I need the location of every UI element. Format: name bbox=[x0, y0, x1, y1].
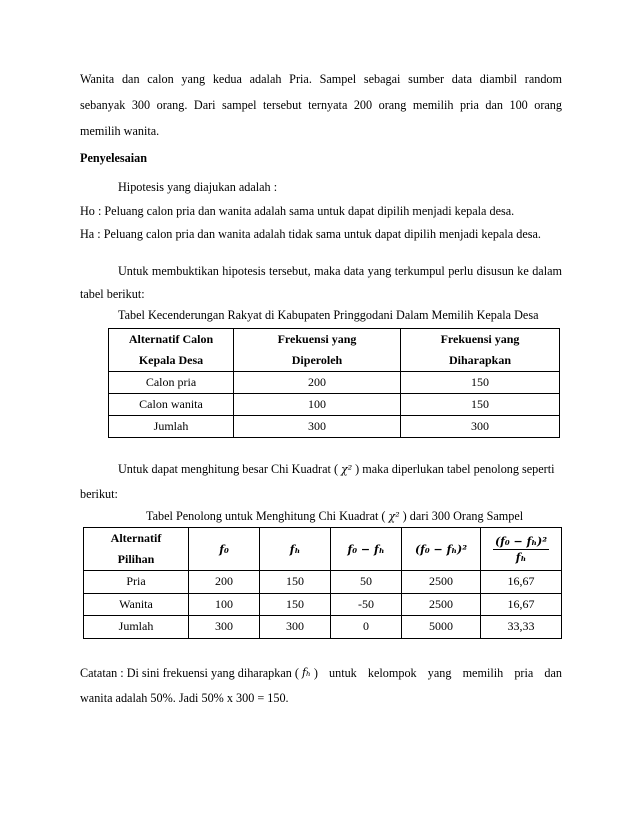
table-cell: Jumlah bbox=[109, 416, 234, 438]
note-line-2: wanita adalah 50%. Jadi 50% x 300 = 150. bbox=[80, 691, 289, 705]
header-cell: f₀ bbox=[189, 528, 260, 571]
table-row bbox=[109, 372, 560, 394]
header-cell: Alternatif Calon Kepala Desa bbox=[109, 329, 234, 372]
table-cell: 150 bbox=[260, 571, 331, 594]
table-cell: 300 bbox=[234, 416, 401, 438]
table-cell: Jumlah bbox=[84, 616, 189, 639]
table-cell: Wanita bbox=[84, 593, 189, 616]
table-cell: 200 bbox=[189, 571, 260, 594]
header-cell: Frekuensi yang Diperoleh bbox=[234, 329, 401, 372]
chi-square-table bbox=[83, 527, 562, 639]
proof-line-2: tabel berikut: bbox=[80, 287, 145, 301]
table2-caption: Tabel Penolong untuk Menghitung Chi Kuadrat ( χ² ) dari 300 Orang Sampel bbox=[146, 509, 524, 523]
table-cell: 33,33 bbox=[481, 616, 562, 639]
hypothesis-ho: Ho : Peluang calon pria dan wanita adalah sama untuk dapat dipilih menjadi kepala desa. bbox=[80, 204, 515, 218]
section-heading: Penyelesaian bbox=[80, 151, 148, 165]
table-cell: Calon wanita bbox=[109, 394, 234, 416]
chi-symbol: χ² bbox=[388, 510, 400, 523]
table-cell: 150 bbox=[401, 394, 560, 416]
table-header-row bbox=[109, 329, 560, 372]
table-row bbox=[84, 571, 562, 594]
table-total-row bbox=[109, 416, 560, 438]
header-cell: Frekuensi yang Diharapkan bbox=[401, 329, 560, 372]
intro-line-2: sebanyak 300 orang. Dari sampel tersebut ternyata 200 orang memilih pria dan 100 orang bbox=[80, 98, 562, 112]
intro-line-1: Wanita dan calon yang kedua adalah Pria. Sampel sebagai sumber data diambil random bbox=[80, 72, 562, 86]
table-cell: 0 bbox=[331, 616, 402, 639]
table-cell: 150 bbox=[401, 372, 560, 394]
header-cell: f₀ − fₕ bbox=[331, 528, 402, 571]
fraction: $\frac{\text{(f₀ − fₕ)²}}{\text{fₕ}}$ bbox=[494, 534, 548, 564]
intro-line-3: memilih wanita. bbox=[80, 124, 160, 138]
table-cell: 300 bbox=[189, 616, 260, 639]
table-cell: 300 bbox=[401, 416, 560, 438]
table-header-row bbox=[84, 528, 562, 571]
table-cell: Pria bbox=[84, 571, 189, 594]
header-cell bbox=[481, 528, 562, 571]
table-total-row bbox=[84, 616, 562, 639]
table-cell: 300 bbox=[260, 616, 331, 639]
table-cell: 100 bbox=[189, 593, 260, 616]
table-cell: 150 bbox=[260, 593, 331, 616]
table-cell: Calon pria bbox=[109, 372, 234, 394]
hypothesis-ha: Ha : Peluang calon pria dan wanita adalah tidak sama untuk dapat dipilih menjadi kepala desa. bbox=[80, 227, 541, 241]
table-cell: 100 bbox=[234, 394, 401, 416]
frequency-table bbox=[108, 328, 560, 438]
chi-line-1: Untuk dapat menghitung besar Chi Kuadrat ( χ² ) maka diperlukan tabel penolong seperti bbox=[118, 462, 555, 476]
table-cell: 2500 bbox=[402, 571, 481, 594]
table-cell: 200 bbox=[234, 372, 401, 394]
proof-line-1: Untuk membuktikan hipotesis tersebut, maka data yang terkumpul perlu disusun ke dalam bbox=[118, 264, 562, 278]
table-cell: 16,67 bbox=[481, 593, 562, 616]
chi-symbol: χ² bbox=[341, 463, 353, 476]
note-line-1: Catatan : Di sini frekuensi yang diharapkan ( fₕ ) untuk kelompok yang memilih pria dan bbox=[80, 666, 562, 680]
table-cell: -50 bbox=[331, 593, 402, 616]
header-cell: (f₀ − fₕ)² bbox=[402, 528, 481, 571]
table-cell: 50 bbox=[331, 571, 402, 594]
table-row bbox=[109, 394, 560, 416]
table-cell: 2500 bbox=[402, 593, 481, 616]
fh-symbol: fₕ bbox=[301, 666, 311, 679]
table-cell: 5000 bbox=[402, 616, 481, 639]
table-cell: 16,67 bbox=[481, 571, 562, 594]
table-row bbox=[84, 593, 562, 616]
hypothesis-intro: Hipotesis yang diajukan adalah : bbox=[118, 180, 278, 194]
header-cell: Alternatif Pilihan bbox=[84, 528, 189, 571]
chi-line-2: berikut: bbox=[80, 487, 118, 501]
header-cell: fₕ bbox=[260, 528, 331, 571]
table1-caption: Tabel Kecenderungan Rakyat di Kabupaten Pringgodani Dalam Memilih Kepala Desa bbox=[118, 308, 539, 322]
